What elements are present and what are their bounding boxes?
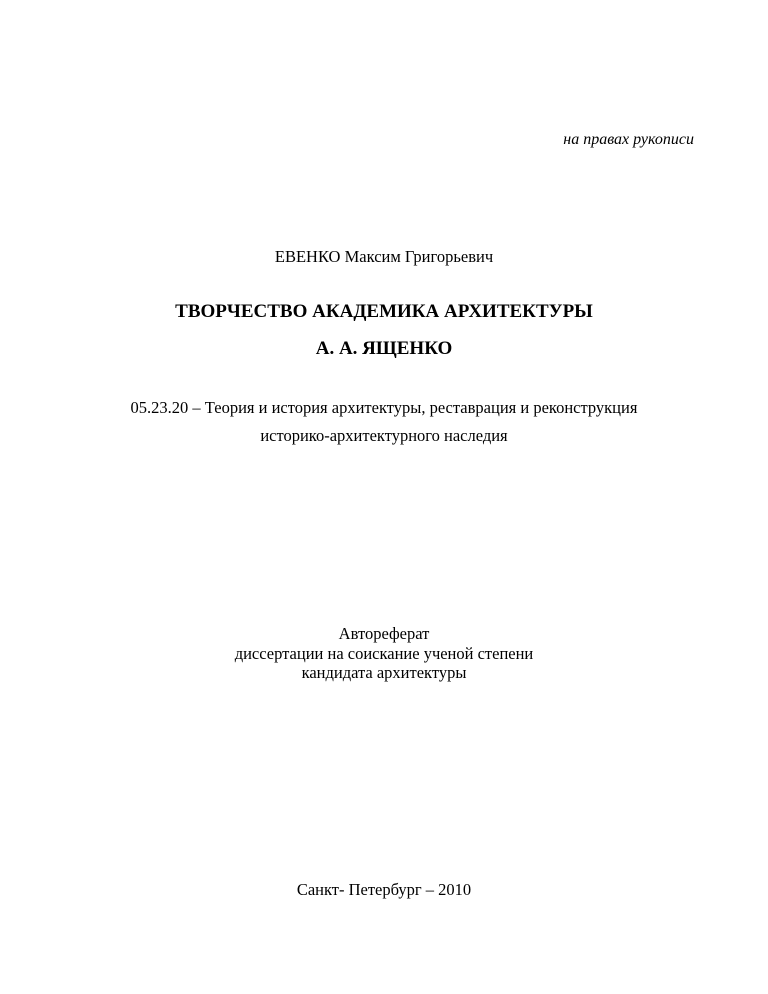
specialty-line-1: 05.23.20 – Теория и история архитектуры, реставрация и реконструкция [130,398,638,417]
rights-note: на правах рукописи [563,131,694,148]
author-name: ЕВЕНКО Максим Григорьевич [274,247,494,266]
specialty-line-2: историко-архитектурного наследия [260,426,508,445]
genre-line-2: диссертации на соискание ученой степени [234,644,534,663]
place-and-year: Санкт- Петербург – 2010 [296,880,472,899]
title-line-1: ТВОРЧЕСТВО АКАДЕМИКА АРХИТЕКТУРЫ [175,301,593,322]
genre-line-3: кандидата архитектуры [301,663,467,682]
title-line-2: А. А. ЯЩЕНКО [315,338,453,359]
genre-line-1: Автореферат [338,624,430,643]
